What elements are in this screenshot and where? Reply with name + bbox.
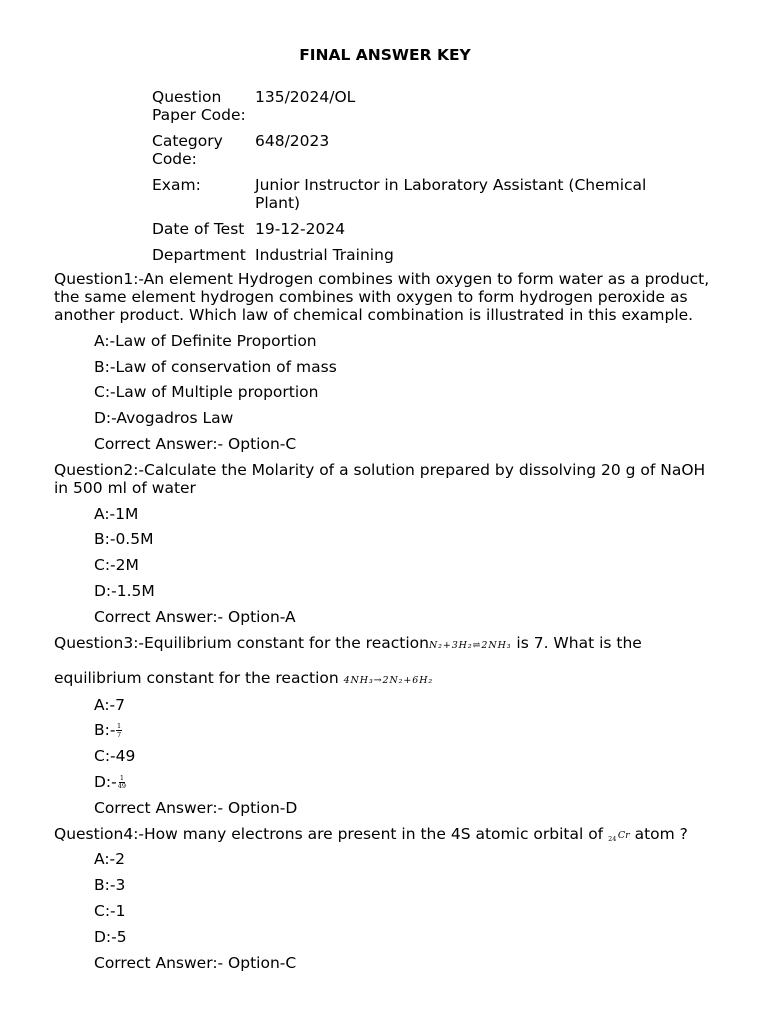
question-text-part: Question3:-Equilibrium constant for the reaction — [54, 633, 429, 652]
meta-value: 19-12-2024 — [255, 220, 346, 238]
question-text-part: Question4:-How many electrons are present in the 4S atomic orbital of — [54, 824, 609, 843]
meta-row-exam — [152, 176, 670, 212]
meta-row-date-of-test — [152, 220, 670, 238]
element-symbol: Cr — [617, 829, 630, 841]
meta-label: Question Paper Code: — [152, 88, 246, 124]
atomic-number: 24 — [608, 834, 617, 843]
question-4 — [54, 825, 720, 972]
option-b: B:-Law of conservation of mass — [94, 357, 337, 376]
meta-label: Exam: — [152, 176, 201, 194]
fraction-numerator: 1 — [117, 722, 122, 731]
correct-answer: Correct Answer:- Option-D — [94, 798, 298, 817]
question-text — [54, 825, 720, 843]
meta-label: Department — [152, 246, 246, 264]
option-b — [94, 721, 720, 739]
meta-row-question-paper-code — [152, 88, 670, 124]
fraction-numerator: 1 — [119, 774, 124, 783]
option-c: C:-49 — [94, 747, 136, 766]
correct-answer: Correct Answer:- Option-C — [94, 953, 297, 972]
question-text: Question2:-Calculate the Molarity of a solution prepared by dissolving 20 g of NaOH in 500 ml of water — [54, 460, 706, 497]
option-b: B:-0.5M — [94, 530, 154, 549]
option-d: D:-5 — [94, 927, 127, 946]
question-text-part: is 7. What is the equilibrium constant for the reaction — [54, 633, 642, 687]
question-text-part: atom ? — [629, 824, 688, 843]
question-list — [54, 270, 720, 972]
option-d — [94, 773, 720, 791]
option-label: D:- — [94, 772, 117, 791]
fraction — [118, 775, 126, 790]
option-c: C:-2M — [94, 556, 139, 575]
reaction-formula: N₂+3H₂⇌2NH₃ — [428, 639, 512, 651]
correct-answer: Correct Answer:- Option-C — [94, 434, 297, 453]
meta-row-category-code — [152, 132, 670, 168]
option-a: A:-1M — [94, 504, 139, 523]
option-d: D:-1.5M — [94, 581, 155, 600]
correct-answer: Correct Answer:- Option-A — [94, 607, 296, 626]
option-c: C:-Law of Multiple proportion — [94, 383, 319, 402]
question-2 — [54, 461, 720, 626]
page-title: FINAL ANSWER KEY — [299, 46, 471, 64]
question-text — [54, 626, 720, 696]
fraction-denominator: 49 — [117, 782, 127, 791]
question-1 — [54, 270, 720, 453]
option-b: B:-3 — [94, 876, 126, 895]
element-notation — [608, 825, 630, 843]
option-label: B:- — [94, 721, 116, 740]
meta-value: Industrial Training — [255, 246, 394, 264]
question-text: Question1:-An element Hydrogen combines with oxygen to form water as a product, the same element hydrogen combines with oxygen to form hydrogen peroxide as another product. Which law of chemical combination is illustrated in this example. — [54, 270, 710, 324]
fraction — [116, 723, 121, 738]
exam-details — [152, 88, 670, 264]
fraction-denominator: 7 — [117, 730, 122, 739]
meta-label: Category Code: — [152, 132, 223, 168]
question-3 — [54, 626, 720, 817]
meta-label: Date of Test — [152, 220, 245, 238]
option-a: A:-7 — [94, 695, 126, 714]
option-a: A:-2 — [94, 850, 126, 869]
meta-value: 135/2024/OL — [255, 88, 356, 106]
meta-value: 648/2023 — [255, 132, 330, 150]
meta-value: Junior Instructor in Laboratory Assistant (Chemical Plant) — [255, 176, 647, 212]
option-d: D:-Avogadros Law — [94, 409, 234, 428]
meta-row-department — [152, 246, 670, 264]
option-a: A:-Law of Definite Proportion — [94, 331, 317, 350]
option-c: C:-1 — [94, 901, 126, 920]
reaction-formula: 4NH₃→2N₂+6H₂ — [343, 674, 434, 686]
